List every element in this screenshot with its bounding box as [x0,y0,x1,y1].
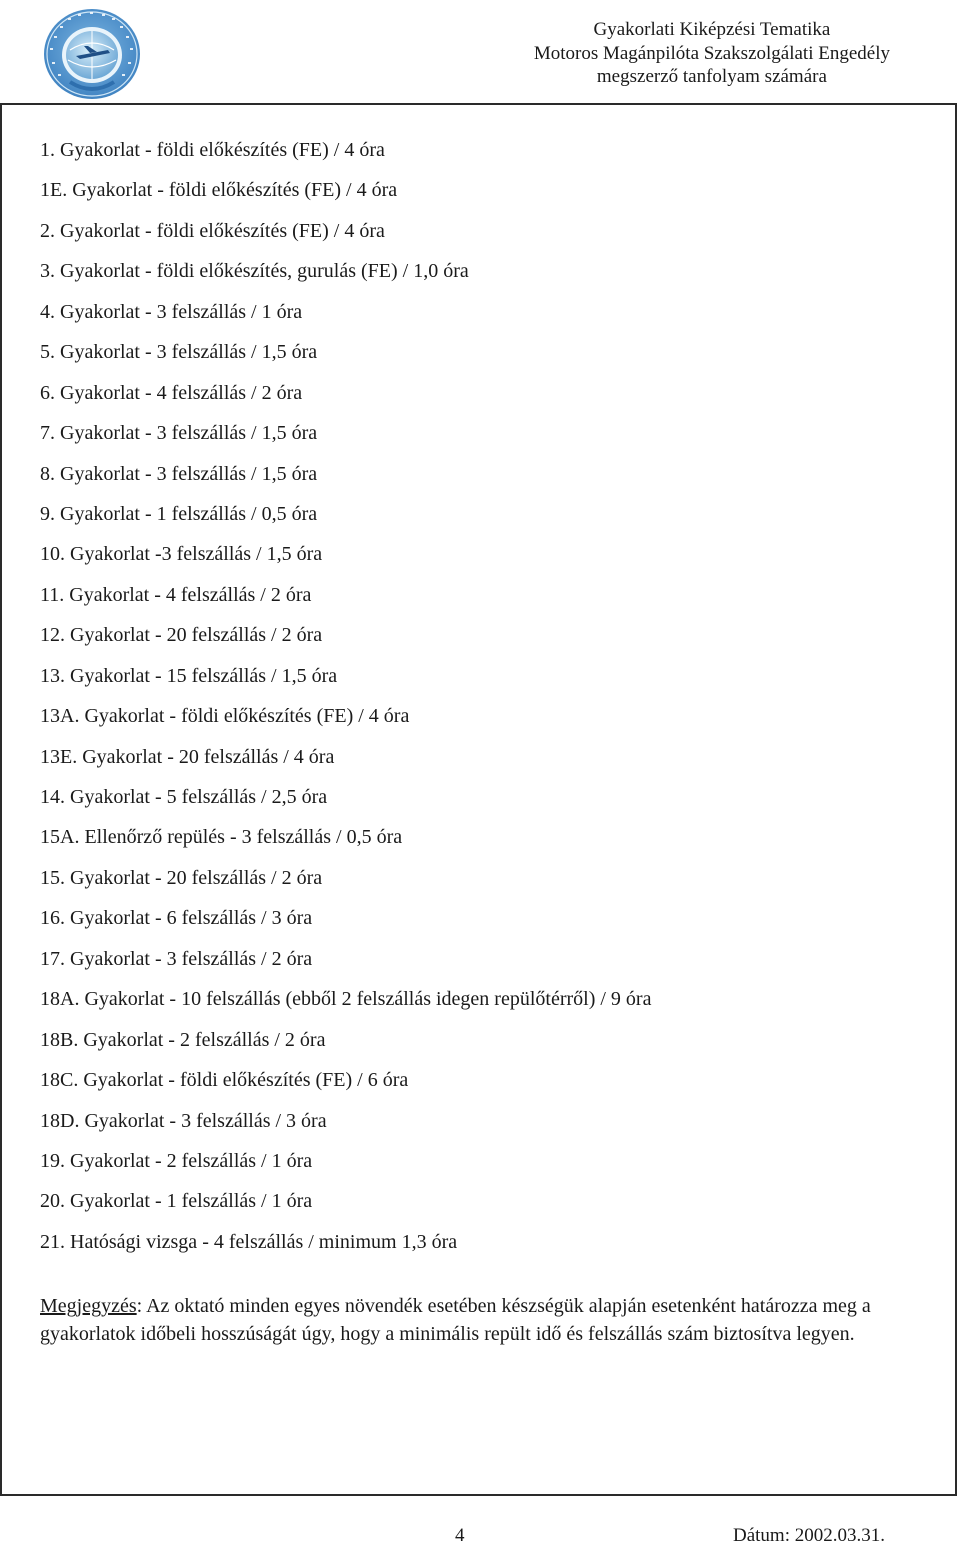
list-item: 11. Gyakorlat - 4 felszállás / 2 óra [40,583,312,606]
list-item: 15A. Ellenőrző repülés - 3 felszállás / 0,5 óra [40,826,403,849]
list-item: 20. Gyakorlat - 1 felszállás / 1 óra [40,1190,313,1213]
list-item: 9. Gyakorlat - 1 felszállás / 0,5 óra [40,502,318,525]
header-title: Gyakorlati Kiképzési Tematika [593,19,831,40]
list-item: 13A. Gyakorlat - földi előkészítés (FE) / 4 óra [40,705,410,728]
exercise-list [40,135,651,1267]
list-item: 6. Gyakorlat - 4 felszállás / 2 óra [40,381,303,404]
list-item: 19. Gyakorlat - 2 felszállás / 1 óra [40,1149,313,1172]
list-item: 2. Gyakorlat - földi előkészítés (FE) / 4 óra [40,219,385,242]
list-item: 16. Gyakorlat - 6 felszállás / 3 óra [40,907,313,930]
header-subtitle-2: megszerző tanfolyam számára [596,66,827,87]
header-subtitle: Motoros Magánpilóta Szakszolgálati Engedély [533,42,890,64]
list-item: 5. Gyakorlat - 3 felszállás / 1,5 óra [40,341,318,364]
list-item: 18B. Gyakorlat - 2 felszállás / 2 óra [40,1028,326,1051]
note-text: : Az oktató minden egyes növendék esetében készségük alapján esetenként határozza meg a gyakorlatok időbeli hosszúságát úgy, hogy a minimális repült idő és felszállás szám biztosítva legyen. [40,1295,871,1345]
list-item: 13E. Gyakorlat - 20 felszállás / 4 óra [40,745,335,768]
list-item: 1. Gyakorlat - földi előkészítés (FE) / 4 óra [40,139,385,161]
note-label: Megjegyzés [40,1295,137,1317]
list-item: 21. Hatósági vizsga - 4 felszállás / minimum 1,3 óra [40,1230,458,1253]
list-item: 18A. Gyakorlat - 10 felszállás (ebből 2 felszállás idegen repülőtérről) / 9 óra [40,988,652,1011]
list-item: 18D. Gyakorlat - 3 felszállás / 3 óra [40,1109,327,1132]
list-item: 1E. Gyakorlat - földi előkészítés (FE) / 4 óra [40,179,398,202]
list-item: 18C. Gyakorlat - földi előkészítés (FE) / 6 óra [40,1069,409,1092]
list-item: 15. Gyakorlat - 20 felszállás / 2 óra [40,866,323,889]
list-item: 10. Gyakorlat -3 felszállás / 1,5 óra [40,543,323,566]
list-item: 4. Gyakorlat - 3 felszállás / 1 óra [40,300,303,323]
list-item: 8. Gyakorlat - 3 felszállás / 1,5 óra [40,462,318,485]
note-paragraph [40,1293,880,1348]
school-emblem-icon [40,6,144,102]
list-item: 12. Gyakorlat - 20 felszállás / 2 óra [40,624,323,647]
list-item: 14. Gyakorlat - 5 felszállás / 2,5 óra [40,786,328,808]
page-number: 4 [455,1525,465,1546]
list-item: 13. Gyakorlat - 15 felszállás / 1,5 óra [40,664,338,687]
document-header [534,18,890,89]
list-item: 17. Gyakorlat - 3 felszállás / 2 óra [40,947,313,970]
document-date: Dátum: 2002.03.31. [733,1525,885,1546]
list-item: 3. Gyakorlat - földi előkészítés, gurulás (FE) / 1,0 óra [40,260,469,283]
list-item: 7. Gyakorlat - 3 felszállás / 1,5 óra [40,422,318,445]
